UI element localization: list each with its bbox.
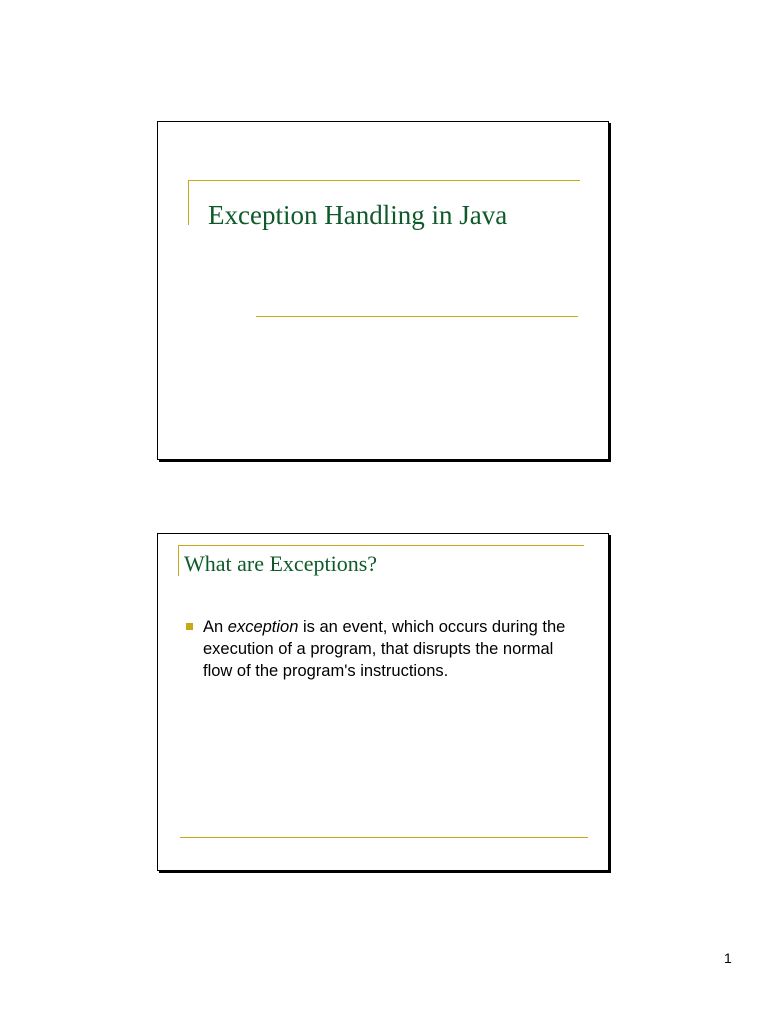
title-top-rule (188, 180, 580, 181)
bullet-emphasis: exception (227, 618, 299, 636)
square-bullet-icon (186, 623, 193, 630)
page-number: 1 (724, 950, 732, 966)
title-top-rule (178, 545, 584, 546)
bullet-prefix: An (203, 618, 228, 636)
title-left-rule (178, 545, 179, 576)
footer-rule (180, 837, 588, 838)
slide-1-title: Exception Handling in Java (208, 200, 508, 230)
subtitle-rule (256, 316, 578, 317)
bullet-suffix: is an event, which occurs during the execution of a program, that disrupts the normal flow of the program's instructions. (203, 618, 566, 680)
slide-1 (157, 121, 609, 460)
slide-2 (157, 533, 609, 871)
bullet-text (203, 616, 566, 682)
slide-2-title: What are Exceptions? (184, 551, 378, 576)
title-left-rule (188, 180, 189, 225)
